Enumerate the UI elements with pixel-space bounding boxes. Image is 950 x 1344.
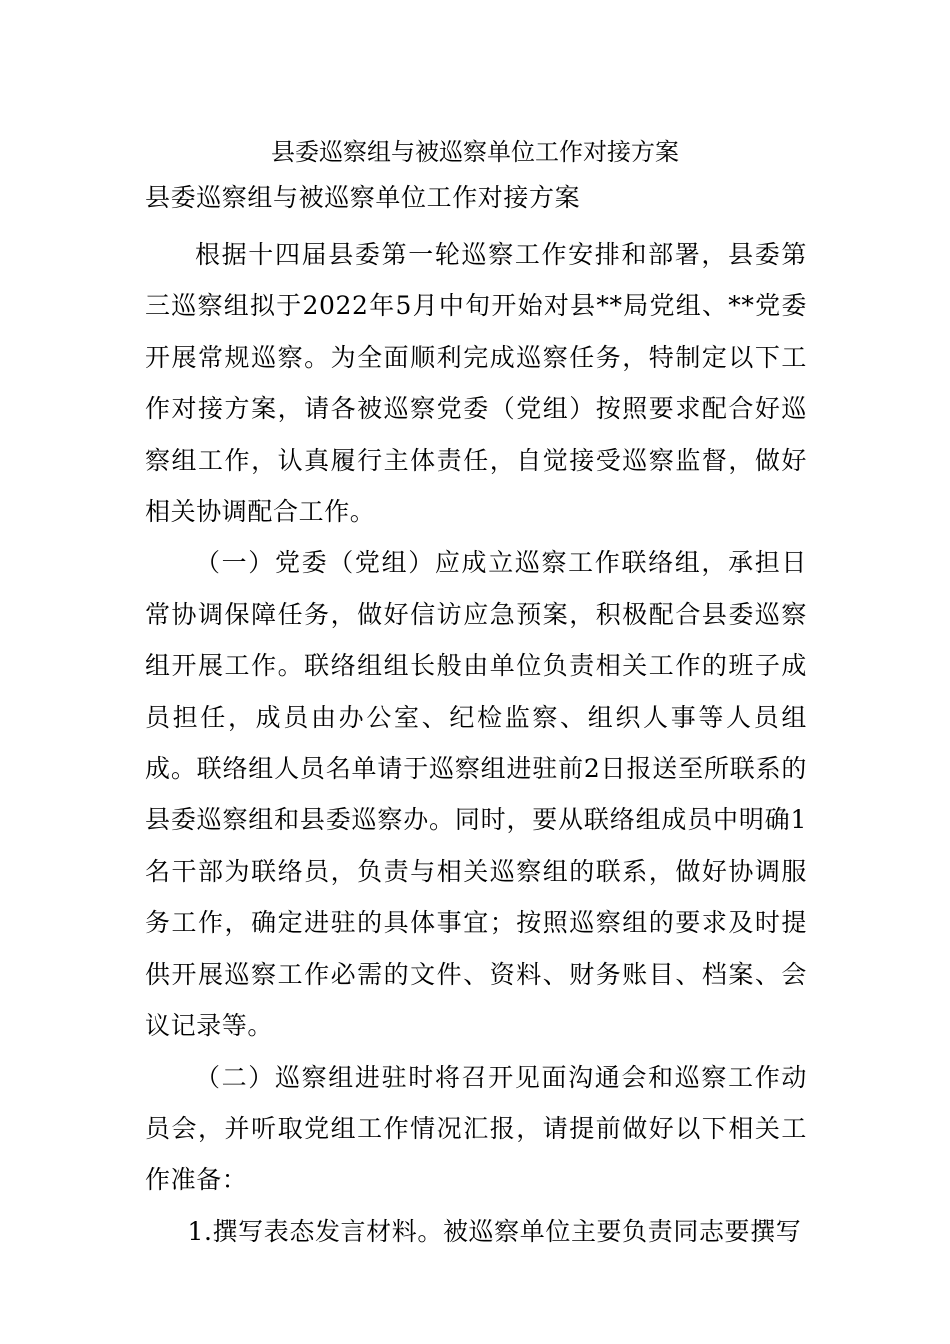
paragraph-section-1: （一）党委（党组）应成立巡察工作联络组，承担日常协调保障任务，做好信访应急预案，积极配合县委巡察组开展工作。联络组组长般由单位负责相关工作的班子成员担任，成员由办公室、纪检监察、组织人事等人员组成。联络组人员名单请于巡察组进驻前2日报送至所联系的县委巡察组和县委巡察办。同时，要从联络组成员中明确1名干部为联络员，负责与相关巡察组的联系，做好协调服务工作，确定进驻的具体事宜；按照巡察组的要求及时提供开展巡察工作必需的文件、资料、财务账目、档案、会议记录等。 — [145, 548, 807, 1041]
document-title: 县委巡察组与被巡察单位工作对接方案 — [271, 138, 679, 166]
document-subtitle — [145, 178, 807, 218]
document-body — [145, 229, 807, 1257]
paragraph-section-2: （二）巡察组进驻时将召开见面沟通会和巡察工作动员会，并听取党组工作情况汇报，请提前做好以下相关工作准备： — [145, 1062, 807, 1195]
paragraph-intro: 根据十四届县委第一轮巡察工作安排和部署，县委第三巡察组拟于2022年5月中旬开始对县**局党组、**党委开展常规巡察。为全面顺利完成巡察任务，特制定以下工作对接方案，请各被巡察党委（党组）按照要求配合好巡察组工作，认真履行主体责任，自觉接受巡察监督，做好相关协调配合工作。 — [145, 240, 807, 527]
subtitle-text: 县委巡察组与被巡察单位工作对接方案 — [145, 183, 581, 212]
paragraph-item-1: 1.撰写表态发言材料。被巡察单位主要负责同志要撰写 — [187, 1216, 802, 1246]
